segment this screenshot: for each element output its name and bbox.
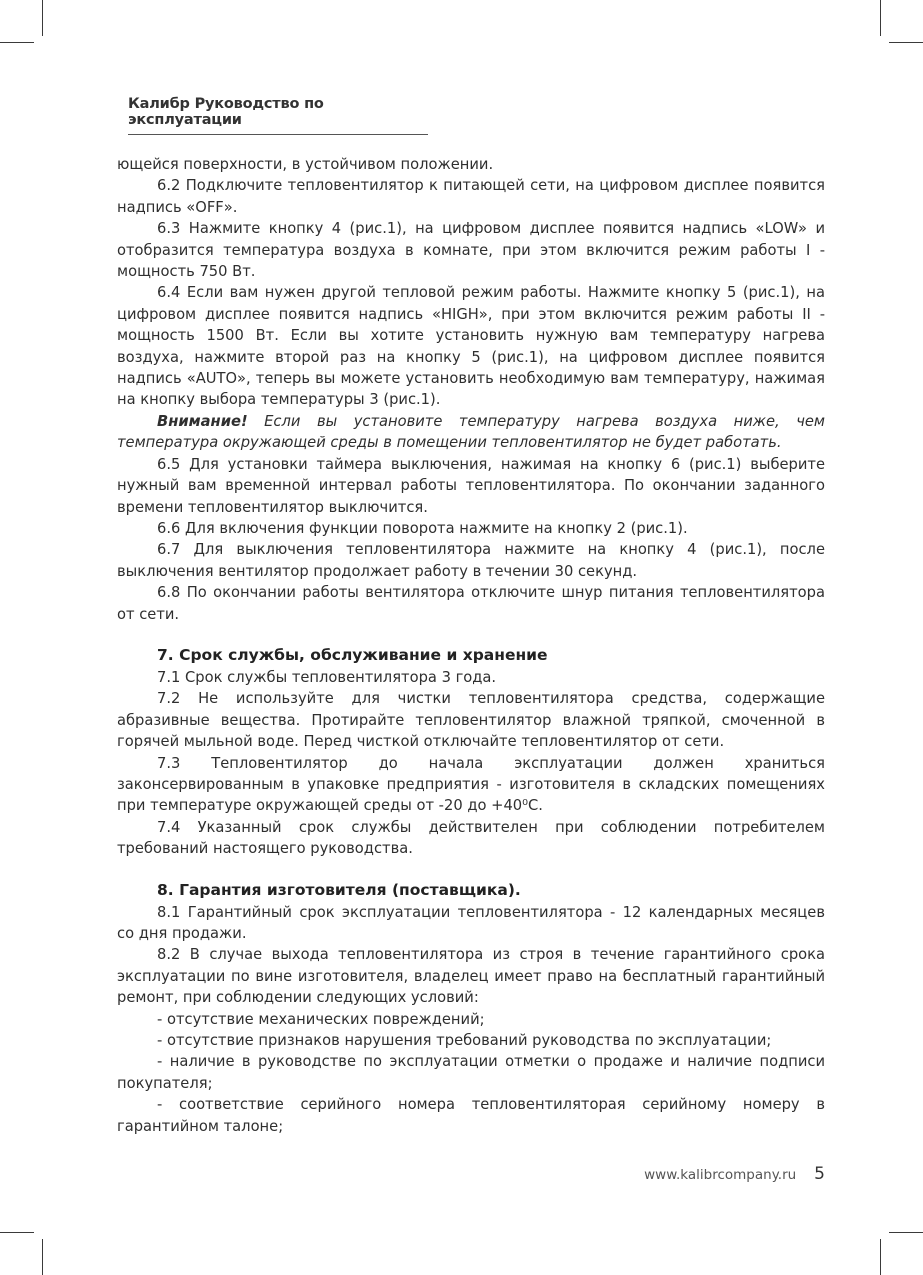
section-heading-7: 7. Срок службы, обслуживание и хранение (157, 645, 548, 664)
paragraph: 7.4 Указанный срок службы действителен при соблюдении потребителем требований настоящего руководства. (117, 818, 825, 858)
list-item: - отсутствие признаков нарушения требований руководства по эксплуатации; (157, 1032, 772, 1050)
paragraph: 6.8 По окончании работы вентилятора отключите шнур питания тепловентилятора от сети. (117, 584, 825, 623)
crop-mark-bottom-right (880, 1239, 881, 1275)
crop-mark-top-right (880, 0, 881, 36)
paragraph: 8.1 Гарантийный срок эксплуатации тепловентилятора - 12 календарных месяцев со дня продажи. (117, 903, 825, 942)
running-header: Калибр Руководство по эксплуатации (128, 96, 428, 135)
crop-mark-bottom-right-h (889, 1232, 923, 1233)
crop-mark-top-left-h (0, 42, 34, 43)
list-item: - наличие в руководстве по эксплуатации отметки о продаже и наличие подписи покупателя; (117, 1053, 825, 1092)
paragraph: 6.7 Для выключения тепловентилятора нажмите на кнопку 4 (рис.1), после выключения вентилятор продолжает работу в течении 30 секунд. (117, 541, 825, 580)
list-item: - отсутствие механических повреждений; (157, 1010, 485, 1028)
paragraph: 6.4 Если вам нужен другой тепловой режим работы. Нажмите кнопку 5 (рис.1), на цифровом дисплее появится надпись «HIGH», при этом включится режим работы II - мощность 1500 Вт. Если вы хотите установить нужную вам температуру нагрева воздуха, нажмите второй раз на кнопку 5 (рис.1), на цифровом дисплее появится надпись «AUTO», теперь вы можете установить необходимую вам температуру, нажимая на кнопку выбора температуры 3 (рис.1). (117, 284, 825, 409)
attention-label: Внимание! (157, 412, 248, 430)
paragraph: 6.2 Подключите тепловентилятор к питающей сети, на цифровом дисплее появится надпись «OFF». (117, 177, 825, 216)
footer-url[interactable]: www.kalibrcompany.ru (644, 1167, 797, 1183)
paragraph: 6.3 Нажмите кнопку 4 (рис.1), на цифровом дисплее появится надпись «LOW» и отобразится температура воздуха в комнате, при этом включится режим работы I - мощность 750 Вт. (117, 220, 825, 281)
crop-mark-top-left (42, 0, 43, 36)
crop-mark-top-right-h (889, 42, 923, 43)
paragraph: 7.2 Не используйте для чистки тепловентилятора средства, содержащие абразивные вещества. Протирайте тепловентилятор влажной тряпкой, смоченной в горячей мыльной воде. Перед чисткой отключайте тепловентилятор от сети. (117, 690, 825, 751)
list-item: - соответствие серийного номера тепловентиляторая серийному номеру в гарантийном талоне; (117, 1096, 825, 1135)
page-body (117, 154, 825, 1137)
page-footer (560, 1164, 825, 1184)
paragraph: 6.5 Для установки таймера выключения, нажимая на кнопку 6 (рис.1) выберите нужный вам временной интервал работы тепловентилятора. По окончании заданного времени тепловентилятор выключится. (117, 455, 825, 516)
section-heading-8: 8. Гарантия изготовителя (поставщика). (157, 880, 521, 899)
crop-mark-bottom-left (42, 1239, 43, 1275)
crop-mark-bottom-left-h (0, 1232, 34, 1233)
paragraph: 7.3 Тепловентилятор до начала эксплуатации должен храниться законсервированным в упаковке предприятия - изготовителя в складских помещениях при температуре окружающей среды от -20 до +40⁰С. (117, 754, 825, 815)
paragraph: ющейся поверхности, в устойчивом положении. (117, 156, 494, 173)
page-number: 5 (814, 1164, 825, 1184)
attention-text: Если вы установите температуру нагрева воздуха ниже, чем температура окружающей среды в помещении тепловентилятор не будет работать. (117, 412, 825, 452)
attention-note (117, 411, 825, 454)
paragraph: 8.2 В случае выхода тепловентилятора из строя в течение гарантийного срока эксплуатации по вине изготовителя, владелец имеет право на бесплатный гарантийный ремонт, при соблюдении следующих условий: (117, 946, 825, 1007)
paragraph: 6.6 Для включения функции поворота нажмите на кнопку 2 (рис.1). (157, 519, 688, 537)
paragraph: 7.1 Срок службы тепловентилятора 3 года. (157, 668, 497, 686)
